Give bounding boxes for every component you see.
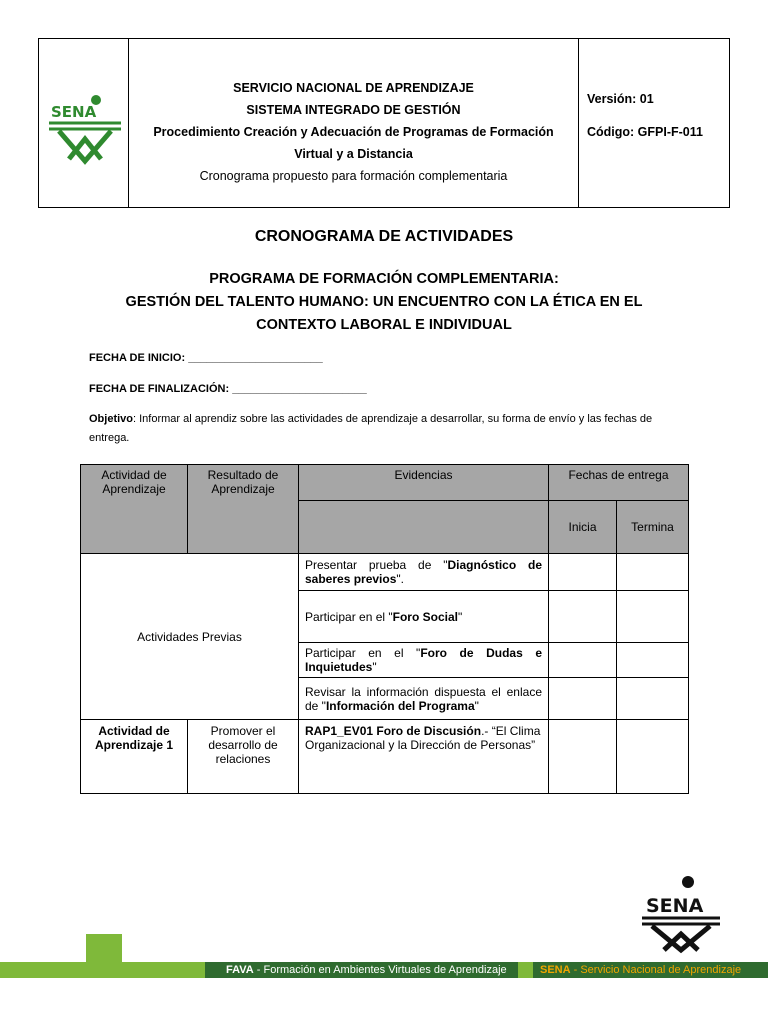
- date-end-cell: [617, 643, 689, 678]
- svg-text:SENA: SENA: [51, 103, 97, 121]
- date-start-cell: [549, 720, 617, 794]
- date-start-cell: [549, 591, 617, 643]
- sena-logo-icon: [39, 39, 128, 209]
- footer-sena-text: SENA - Servicio Nacional de Aprendizaje: [540, 964, 742, 976]
- header-logo-cell: [39, 39, 129, 207]
- end-date-field: FECHA DE FINALIZACIÓN: ______________________: [89, 383, 367, 395]
- col-header-resultado: Resultado de Aprendizaje: [188, 465, 299, 554]
- objective-text: : Informar al aprendiz sobre las actividades de aprendizaje a desarrollar, su forma de envío y las fechas de entrega.: [89, 413, 653, 444]
- date-end-cell: [617, 591, 689, 643]
- program-title-line1: PROGRAMA DE FORMACIÓN COMPLEMENTARIA:: [209, 271, 559, 287]
- objective-paragraph: [89, 410, 689, 448]
- previas-label-cell: Actividades Previas: [81, 554, 299, 720]
- header-procedure-line2: Virtual y a Distancia: [294, 147, 413, 161]
- program-title-line3: CONTEXTO LABORAL E INDIVIDUAL: [256, 317, 512, 333]
- program-title: [0, 268, 768, 337]
- header-org-name: SERVICIO NACIONAL DE APRENDIZAJE: [233, 81, 474, 95]
- header-system-name: SISTEMA INTEGRADO DE GESTIÓN: [246, 103, 461, 117]
- footer-sena-logo-icon: [636, 874, 726, 954]
- header-version-cell: [579, 39, 729, 207]
- activity1-result-cell: Promover el desarrollo de relaciones: [188, 720, 299, 794]
- date-end-cell: [617, 720, 689, 794]
- svg-text:SENA: SENA: [646, 895, 704, 917]
- footer-fava-text: FAVA - Formación en Ambientes Virtuales de Aprendizaje: [226, 964, 507, 976]
- start-date-field: FECHA DE INICIO: ______________________: [89, 352, 323, 364]
- page-title: CRONOGRAMA DE ACTIVIDADES: [254, 228, 514, 245]
- header-form-name: Cronograma propuesto para formación complementaria: [199, 169, 508, 183]
- date-start-cell: [549, 554, 617, 591]
- col-header-inicia: Inicia: [549, 501, 617, 554]
- evidence-cell: Presentar prueba de "Diagnóstico de saberes previos".: [299, 554, 549, 591]
- date-end-cell: [617, 554, 689, 591]
- activities-table: [80, 464, 689, 794]
- col-header-evidencias: Evidencias: [299, 465, 549, 501]
- footer-green-block: [86, 934, 122, 962]
- header-procedure-line1: Procedimiento Creación y Adecuación de Programas de Formación: [153, 125, 554, 139]
- objective-label: Objetivo: [89, 413, 134, 425]
- header-version: Versión: 01: [587, 92, 654, 106]
- col-header-fechas: Fechas de entrega: [549, 465, 689, 501]
- header-code: Código: GFPI-F-011: [587, 125, 703, 139]
- date-end-cell: [617, 678, 689, 720]
- col-header-actividad: Actividad de Aprendizaje: [81, 465, 188, 554]
- date-start-cell: [549, 643, 617, 678]
- activity1-evidence-cell: RAP1_EV01 Foro de Discusión.- “El Clima Organizacional y la Dirección de Personas”: [299, 720, 549, 794]
- col-header-termina: Termina: [617, 501, 689, 554]
- evidence-cell: Participar en el "Foro Social": [299, 591, 549, 643]
- document-header: [38, 38, 730, 208]
- evidence-cell: Participar en el "Foro de Dudas e Inquietudes": [299, 643, 549, 678]
- header-title-cell: [129, 39, 579, 207]
- evidence-cell: Revisar la información dispuesta el enlace de "Información del Programa": [299, 678, 549, 720]
- activity1-cell: Actividad de Aprendizaje 1: [81, 720, 188, 794]
- program-title-line2: GESTIÓN DEL TALENTO HUMANO: UN ENCUENTRO CON LA ÉTICA EN EL: [125, 294, 643, 310]
- date-start-cell: [549, 678, 617, 720]
- col-header-evidencias-blank: [299, 501, 549, 554]
